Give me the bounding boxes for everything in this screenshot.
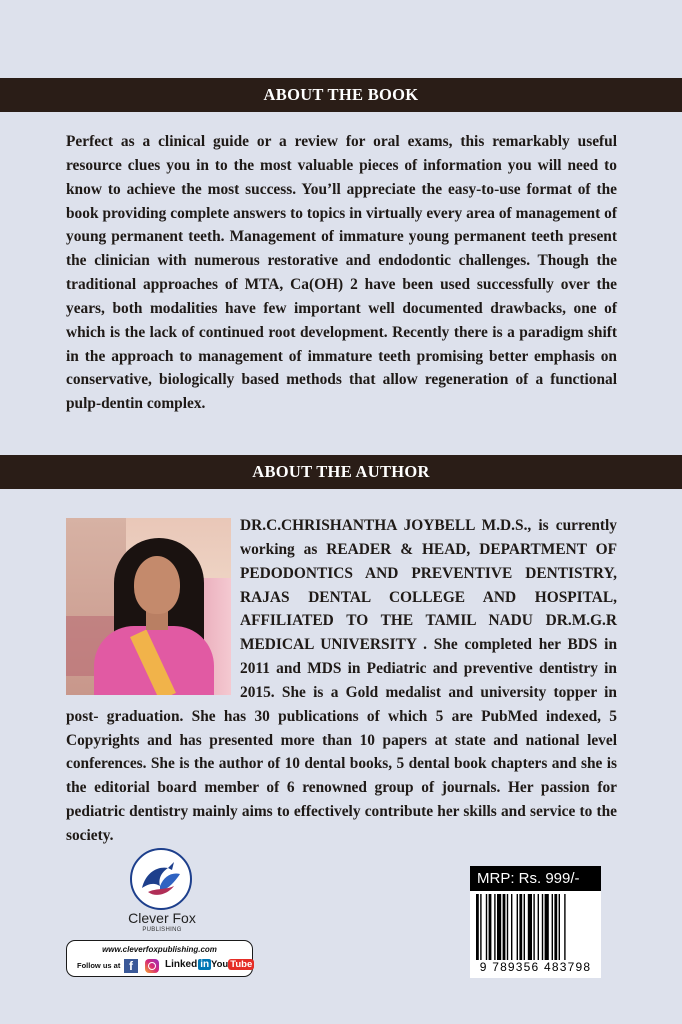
author-bio-text: DR.C.CHRISHANTHA JOYBELL M.D.S., is currently working as READER & HEAD, DEPARTMENT OF PEDODONTICS AND PREVENTIVE DENTISTRY, RAJAS DENTAL COLLEGE AND HOSPITAL, AFFILIATED TO THE TAMIL NADU DR.M.G.R MEDICAL UNIVERSITY . She completed her BDS in 2011 and MDS in Pediatric and preventive dentistry in 2015. She is a Gold medalist and university topper in post- graduation. She has 30 publications of which 5 are PubMed indexed, 5 Copyrights and has presented more than 10 papers at state and national level conferences. She is the author of 10 dental books, 5 dental book chapters and she is the editorial board member of 6 renowned group of journals. Her passion for pediatric dentistry mainly aims to effectively contribute her skills and service to the society. bbox=[66, 517, 617, 844]
follow-us-label: Follow us at bbox=[77, 961, 121, 970]
author-section bbox=[66, 514, 617, 848]
barcode-block bbox=[470, 866, 601, 978]
book-description: Perfect as a clinical guide or a review for oral exams, this remarkably useful resource clues you in to the most valuable pieces of information you will need to know to achieve the most success. You’ll appreciate the easy-to-use format of the book providing complete answers to topics in virtually every area of management of young permanent teeth. Management of immature young permanent teeth present the clinician with numerous restorative and endodontic challenges. Though the traditional approaches of MTA, Ca(OH) 2 have been used successfully over the years, both modalities have few important well documented drawbacks, one of which is the lack of continued root development. Recently there is a paradigm shift in the approach to management of immature teeth promising better emphasis on conservative, biologically based methods that allow regeneration of a functional pulp-dentin complex. bbox=[66, 133, 617, 413]
price-label: MRP: Rs. 999/- bbox=[470, 866, 601, 891]
youtube-text: You bbox=[211, 959, 229, 970]
fox-logo-icon bbox=[130, 848, 192, 910]
youtube-icon[interactable] bbox=[211, 959, 254, 970]
social-links-box bbox=[66, 940, 253, 977]
instagram-icon[interactable] bbox=[145, 959, 159, 973]
about-the-book-heading: ABOUT THE BOOK bbox=[0, 78, 682, 112]
isbn-digits: 9 789356 483798 bbox=[479, 960, 592, 974]
linkedin-text: Linked bbox=[165, 959, 198, 970]
youtube-badge: Tube bbox=[230, 959, 253, 970]
publisher-subtitle: PUBLISHING bbox=[142, 927, 182, 933]
publisher-name: Clever Fox bbox=[128, 910, 196, 926]
about-the-author-heading: ABOUT THE AUTHOR bbox=[0, 455, 682, 489]
publisher-website-link[interactable]: www.cleverfoxpublishing.com bbox=[102, 945, 217, 954]
author-photo bbox=[66, 518, 231, 695]
linkedin-badge: in bbox=[200, 959, 210, 970]
barcode-icon bbox=[476, 894, 595, 960]
facebook-icon[interactable]: f bbox=[124, 959, 138, 973]
linkedin-icon[interactable] bbox=[165, 959, 211, 970]
